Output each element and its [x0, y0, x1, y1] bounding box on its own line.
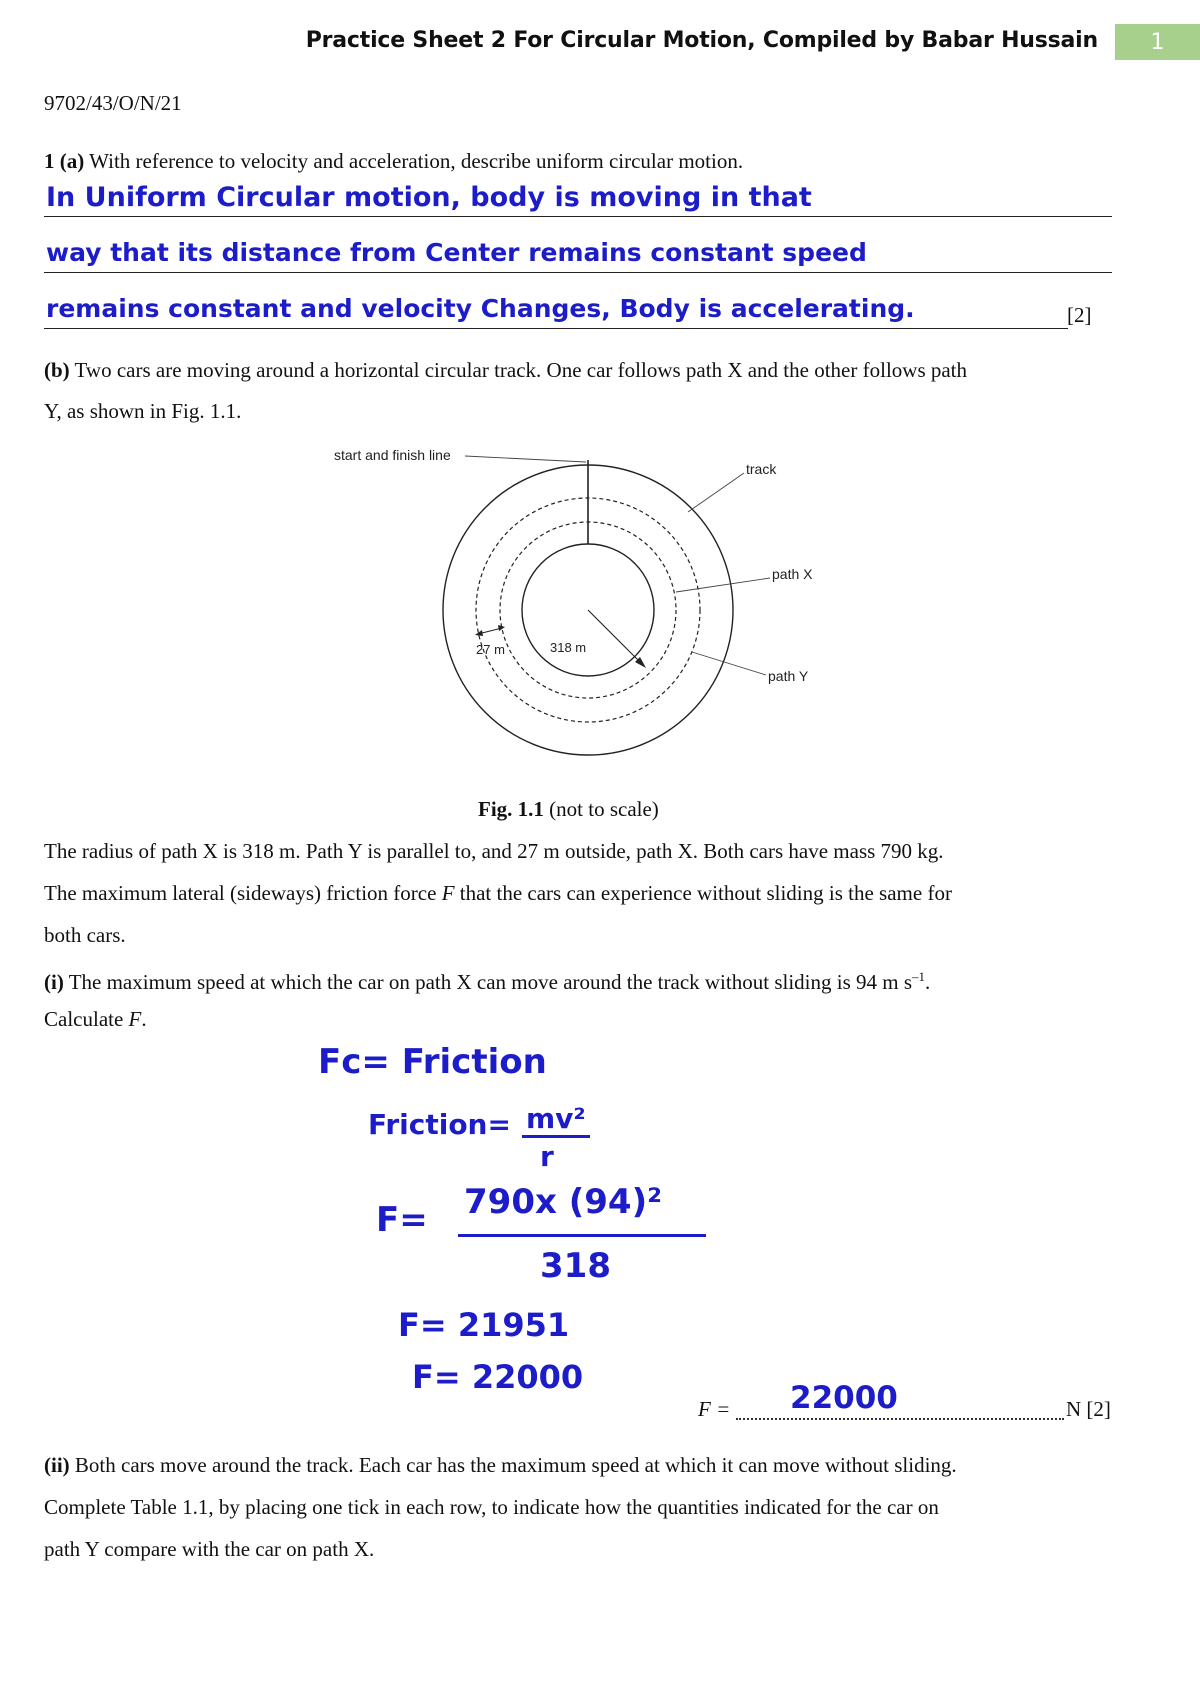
- question-1bii-line-2: Complete Table 1.1, by placing one tick in each row, to indicate how the quantities indicated for the car on: [44, 1495, 939, 1519]
- question-1a: [44, 148, 743, 174]
- marks-1a: [2]: [1067, 303, 1092, 327]
- working-line-1: Fc= Friction: [318, 1042, 547, 1082]
- working-line-3-denominator: 318: [540, 1246, 611, 1286]
- working-line-3-numerator: 790x (94)²: [464, 1182, 663, 1222]
- figure-1-1: [320, 440, 840, 770]
- answer-unit-marks: N [2]: [1066, 1397, 1111, 1421]
- figure-caption: [478, 796, 659, 822]
- handwritten-answer-line-3: remains constant and velocity Changes, Body is accelerating.: [46, 294, 915, 323]
- working-line-3-left: F=: [376, 1200, 428, 1240]
- unit-superscript: –1: [912, 969, 926, 984]
- force-variable: F: [441, 881, 455, 905]
- question-1bii-line-1: [44, 1452, 957, 1478]
- path-x-leader: [676, 578, 770, 592]
- question-1bi-line-1: [44, 964, 930, 995]
- fraction-bar: [458, 1234, 706, 1237]
- path-y-label: path Y: [768, 668, 809, 684]
- answer-prefix: F =: [698, 1397, 731, 1421]
- track-leader: [688, 473, 744, 512]
- question-1bi-label: (i): [44, 970, 64, 994]
- answer-rule-1: [44, 216, 1112, 217]
- paper-code: 9702/43/O/N/21: [44, 91, 182, 115]
- question-1bii-line-3: path Y compare with the car on path X.: [44, 1537, 375, 1561]
- answer-rule-2: [44, 272, 1112, 273]
- calculate-var: F: [128, 1007, 142, 1031]
- answer-dotted-line: [736, 1418, 1064, 1420]
- path-y-leader: [692, 652, 766, 675]
- body-line-3: both cars.: [44, 923, 126, 947]
- question-1bi-tail: .: [925, 970, 931, 994]
- body-line-1: The radius of path X is 318 m. Path Y is parallel to, and 27 m outside, path X. Both cars have mass 790 kg.: [44, 839, 944, 863]
- gap-label: 27 m: [476, 642, 505, 657]
- radius-label: 318 m: [550, 640, 587, 655]
- track-label: track: [746, 461, 777, 477]
- body-line-2-post: that the cars can experience without sliding is the same for: [454, 881, 952, 905]
- answer-value: 22000: [790, 1380, 898, 1416]
- path-x-label: path X: [772, 566, 813, 582]
- question-1a-text: With reference to velocity and acceleration, describe uniform circular motion.: [89, 149, 744, 173]
- working-line-4: F= 21951: [398, 1306, 570, 1344]
- figure-caption-note: (not to scale): [549, 797, 659, 821]
- working-line-5: F= 22000: [412, 1358, 584, 1396]
- question-1bi-line-2: [44, 1006, 147, 1032]
- working-line-2-numerator: mv²: [522, 1102, 590, 1138]
- start-finish-label: start and finish line: [334, 447, 451, 463]
- question-1bi-text: The maximum speed at which the car on path X can move around the track without sliding is 94 m s: [68, 970, 913, 994]
- start-finish-leader: [465, 456, 586, 462]
- question-1b-text: Two cars are moving around a horizontal circular track. One car follows path X and the other follows path: [74, 358, 968, 382]
- figure-caption-label: Fig. 1.1: [478, 797, 544, 821]
- circular-track-diagram: [320, 440, 840, 770]
- question-1b-label: (b): [44, 358, 70, 382]
- question-1b-line-1: [44, 357, 967, 383]
- question-1a-number: 1 (a): [44, 149, 85, 173]
- body-line-2-pre: The maximum lateral (sideways) friction force: [44, 881, 442, 905]
- question-1bii-text: Both cars move around the track. Each car has the maximum speed at which it can move without sliding.: [74, 1453, 957, 1477]
- page-number-badge: 1: [1115, 24, 1200, 60]
- calculate-post: .: [141, 1007, 147, 1031]
- working-line-2-denominator: r: [540, 1140, 554, 1173]
- calculate-pre: Calculate: [44, 1007, 129, 1031]
- gap-arrowhead-left: [475, 630, 483, 636]
- answer-rule-3: [44, 328, 1068, 329]
- radius-arrow: [588, 610, 642, 664]
- body-line-2: [44, 880, 952, 906]
- handwritten-answer-line-2: way that its distance from Center remains constant speed: [46, 238, 867, 267]
- question-1bii-label: (ii): [44, 1453, 70, 1477]
- question-1b-line-2: Y, as shown in Fig. 1.1.: [44, 399, 242, 423]
- working-line-2-left: Friction=: [368, 1108, 511, 1141]
- handwritten-answer-line-1: In Uniform Circular motion, body is moving in that: [46, 182, 812, 213]
- page-header-title: Practice Sheet 2 For Circular Motion, Compiled by Babar Hussain: [305, 28, 1098, 53]
